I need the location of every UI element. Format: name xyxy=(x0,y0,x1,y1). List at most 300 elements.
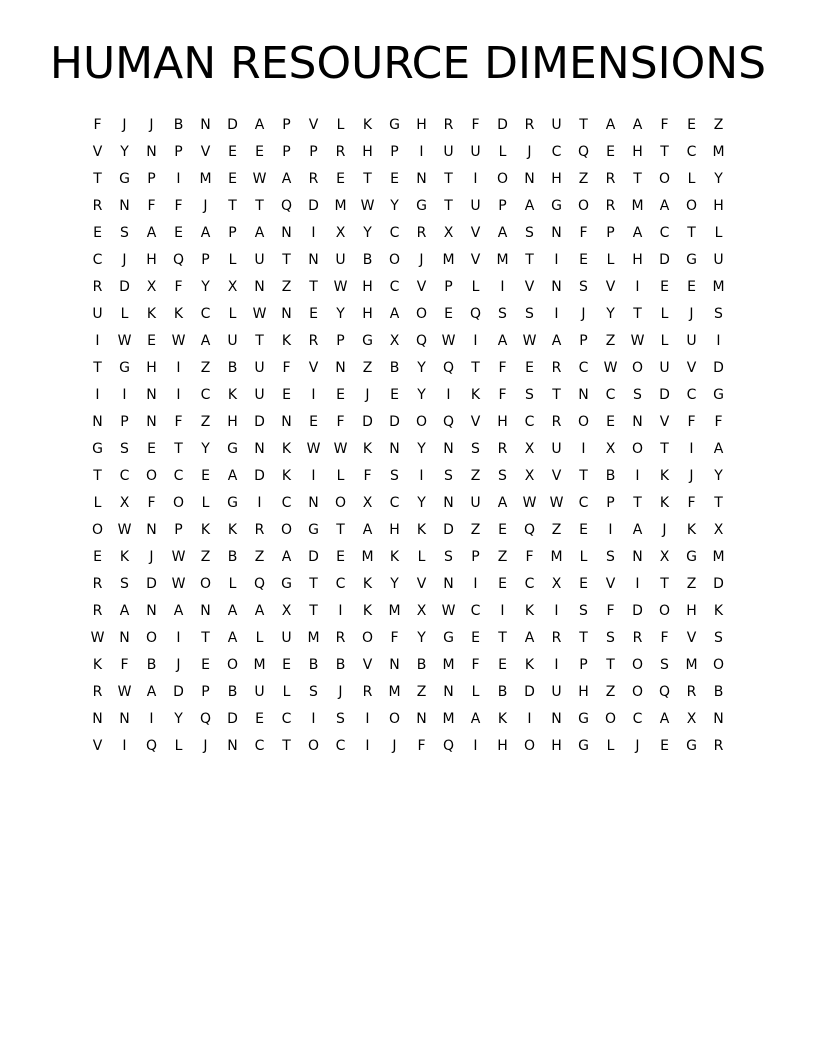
grid-letter[interactable]: R xyxy=(416,225,427,241)
grid-letter[interactable]: R xyxy=(335,630,346,646)
grid-letter[interactable]: A xyxy=(551,333,562,349)
grid-letter[interactable]: S xyxy=(714,306,723,322)
grid-letter[interactable]: Y xyxy=(336,306,345,322)
grid-letter[interactable]: P xyxy=(201,684,210,700)
grid-letter[interactable]: M xyxy=(388,603,401,619)
grid-letter[interactable]: E xyxy=(498,576,507,592)
grid-letter[interactable]: F xyxy=(498,360,507,376)
grid-letter[interactable]: W xyxy=(522,495,537,511)
grid-letter[interactable]: B xyxy=(362,252,373,268)
grid-letter[interactable]: L xyxy=(660,306,669,322)
grid-letter[interactable]: B xyxy=(497,684,508,700)
grid-letter[interactable]: Y xyxy=(120,144,129,160)
grid-letter[interactable]: J xyxy=(338,684,343,700)
grid-letter[interactable]: E xyxy=(147,333,156,349)
grid-letter[interactable]: U xyxy=(470,144,481,160)
grid-letter[interactable]: R xyxy=(92,279,103,295)
grid-letter[interactable]: X xyxy=(443,225,454,241)
grid-letter[interactable]: D xyxy=(308,549,319,565)
grid-letter[interactable]: T xyxy=(687,225,696,241)
grid-letter[interactable]: X xyxy=(713,522,724,538)
grid-letter[interactable]: I xyxy=(311,387,316,403)
grid-letter[interactable]: E xyxy=(228,144,237,160)
grid-letter[interactable]: A xyxy=(524,198,535,214)
grid-letter[interactable]: S xyxy=(660,657,669,673)
grid-letter[interactable]: L xyxy=(579,549,588,565)
grid-letter[interactable]: X xyxy=(146,279,157,295)
grid-letter[interactable]: G xyxy=(578,738,589,754)
grid-letter[interactable]: K xyxy=(362,576,373,592)
grid-letter[interactable]: V xyxy=(686,630,697,646)
grid-letter[interactable]: W xyxy=(360,198,375,214)
grid-letter[interactable]: R xyxy=(443,117,454,133)
grid-letter[interactable]: O xyxy=(658,603,671,619)
grid-letter[interactable]: I xyxy=(554,657,559,673)
grid-letter[interactable]: H xyxy=(686,603,697,619)
grid-letter[interactable]: A xyxy=(389,306,400,322)
grid-letter[interactable]: C xyxy=(524,576,535,592)
grid-letter[interactable]: R xyxy=(92,684,103,700)
grid-letter[interactable]: J xyxy=(392,738,397,754)
grid-letter[interactable]: I xyxy=(365,711,370,727)
grid-letter[interactable]: K xyxy=(497,711,508,727)
grid-letter[interactable]: F xyxy=(471,657,480,673)
grid-letter[interactable]: I xyxy=(365,738,370,754)
grid-letter[interactable]: V xyxy=(551,468,562,484)
grid-letter[interactable]: W xyxy=(117,333,132,349)
grid-letter[interactable]: H xyxy=(362,279,373,295)
grid-letter[interactable]: D xyxy=(524,684,535,700)
grid-letter[interactable]: L xyxy=(228,306,237,322)
grid-letter[interactable]: T xyxy=(336,522,345,538)
grid-letter[interactable]: J xyxy=(662,522,667,538)
grid-letter[interactable]: H xyxy=(632,144,643,160)
grid-letter[interactable]: B xyxy=(227,360,238,376)
grid-letter[interactable]: K xyxy=(227,522,238,538)
grid-letter[interactable]: T xyxy=(363,171,372,187)
grid-letter[interactable]: K xyxy=(389,549,400,565)
grid-letter[interactable]: X xyxy=(551,576,562,592)
grid-letter[interactable]: D xyxy=(173,684,184,700)
grid-letter[interactable]: C xyxy=(173,468,184,484)
grid-letter[interactable]: B xyxy=(227,549,238,565)
grid-letter[interactable]: A xyxy=(632,225,643,241)
grid-letter[interactable]: S xyxy=(336,711,345,727)
grid-letter[interactable]: A xyxy=(362,522,373,538)
grid-letter[interactable]: M xyxy=(631,198,644,214)
grid-letter[interactable]: Q xyxy=(442,738,455,754)
grid-letter[interactable]: O xyxy=(199,576,212,592)
grid-letter[interactable]: G xyxy=(119,360,130,376)
grid-letter[interactable]: L xyxy=(120,306,129,322)
grid-letter[interactable]: N xyxy=(389,657,400,673)
grid-letter[interactable]: T xyxy=(444,171,453,187)
grid-letter[interactable]: F xyxy=(282,360,291,376)
grid-letter[interactable]: E xyxy=(444,306,453,322)
grid-letter[interactable]: G xyxy=(389,117,400,133)
grid-letter[interactable]: V xyxy=(416,576,427,592)
grid-letter[interactable]: W xyxy=(630,333,645,349)
grid-letter[interactable]: U xyxy=(551,441,562,457)
grid-letter[interactable]: R xyxy=(551,414,562,430)
grid-letter[interactable]: N xyxy=(281,225,292,241)
grid-letter[interactable]: H xyxy=(713,198,724,214)
grid-letter[interactable]: K xyxy=(92,657,103,673)
grid-letter[interactable]: C xyxy=(686,387,697,403)
grid-letter[interactable]: B xyxy=(416,657,427,673)
grid-letter[interactable]: N xyxy=(146,144,157,160)
grid-letter[interactable]: A xyxy=(173,603,184,619)
grid-letter[interactable]: U xyxy=(254,387,265,403)
grid-letter[interactable]: R xyxy=(524,117,535,133)
grid-letter[interactable]: O xyxy=(577,198,590,214)
grid-letter[interactable]: S xyxy=(606,549,615,565)
grid-letter[interactable]: R xyxy=(551,630,562,646)
grid-letter[interactable]: A xyxy=(470,711,481,727)
grid-letter[interactable]: N xyxy=(443,576,454,592)
grid-letter[interactable]: X xyxy=(524,468,535,484)
grid-letter[interactable]: E xyxy=(309,306,318,322)
grid-letter[interactable]: O xyxy=(415,306,428,322)
grid-letter[interactable]: I xyxy=(581,441,586,457)
grid-letter[interactable]: T xyxy=(525,252,534,268)
grid-letter[interactable]: A xyxy=(254,603,265,619)
grid-letter[interactable]: F xyxy=(147,495,156,511)
grid-letter[interactable]: T xyxy=(444,198,453,214)
grid-letter[interactable]: Z xyxy=(254,549,265,565)
grid-letter[interactable]: P xyxy=(579,657,588,673)
grid-letter[interactable]: I xyxy=(473,576,478,592)
grid-letter[interactable]: B xyxy=(713,684,724,700)
grid-letter[interactable]: S xyxy=(120,441,129,457)
grid-letter[interactable]: I xyxy=(176,360,181,376)
grid-letter[interactable]: Z xyxy=(416,684,427,700)
grid-letter[interactable]: X xyxy=(605,441,616,457)
grid-letter[interactable]: B xyxy=(173,117,184,133)
grid-letter[interactable]: I xyxy=(635,468,640,484)
grid-letter[interactable]: N xyxy=(443,495,454,511)
grid-letter[interactable]: H xyxy=(551,171,562,187)
grid-letter[interactable]: I xyxy=(311,468,316,484)
grid-letter[interactable]: T xyxy=(309,279,318,295)
grid-letter[interactable]: W xyxy=(171,333,186,349)
grid-letter[interactable]: H xyxy=(389,522,400,538)
grid-letter[interactable]: M xyxy=(712,549,725,565)
grid-letter[interactable]: M xyxy=(712,279,725,295)
grid-letter[interactable]: F xyxy=(363,468,372,484)
grid-letter[interactable]: U xyxy=(659,360,670,376)
grid-letter[interactable]: D xyxy=(713,576,724,592)
grid-letter[interactable]: E xyxy=(201,657,210,673)
grid-letter[interactable]: W xyxy=(522,333,537,349)
grid-letter[interactable]: G xyxy=(686,549,697,565)
grid-letter[interactable]: V xyxy=(470,252,481,268)
grid-letter[interactable]: E xyxy=(336,387,345,403)
grid-letter[interactable]: P xyxy=(444,279,453,295)
grid-letter[interactable]: O xyxy=(631,684,644,700)
grid-letter[interactable]: I xyxy=(122,738,127,754)
grid-letter[interactable]: O xyxy=(631,441,644,457)
grid-letter[interactable]: K xyxy=(362,117,373,133)
grid-letter[interactable]: T xyxy=(309,576,318,592)
grid-letter[interactable]: I xyxy=(95,333,100,349)
grid-letter[interactable]: N xyxy=(92,711,103,727)
grid-letter[interactable]: T xyxy=(660,576,669,592)
grid-letter[interactable]: L xyxy=(687,171,696,187)
grid-letter[interactable]: Y xyxy=(390,198,399,214)
grid-letter[interactable]: O xyxy=(685,198,698,214)
grid-letter[interactable]: L xyxy=(228,252,237,268)
grid-letter[interactable]: E xyxy=(228,171,237,187)
grid-letter[interactable]: N xyxy=(146,603,157,619)
grid-letter[interactable]: F xyxy=(714,414,723,430)
grid-letter[interactable]: O xyxy=(631,657,644,673)
grid-letter[interactable]: W xyxy=(306,441,321,457)
grid-letter[interactable]: V xyxy=(605,279,616,295)
grid-letter[interactable]: C xyxy=(659,225,670,241)
grid-letter[interactable]: U xyxy=(470,198,481,214)
grid-letter[interactable]: J xyxy=(527,144,532,160)
grid-letter[interactable]: K xyxy=(119,549,130,565)
grid-letter[interactable]: T xyxy=(498,630,507,646)
grid-letter[interactable]: A xyxy=(119,603,130,619)
grid-letter[interactable]: M xyxy=(712,144,725,160)
grid-letter[interactable]: N xyxy=(281,414,292,430)
grid-letter[interactable]: H xyxy=(146,360,157,376)
grid-letter[interactable]: T xyxy=(606,657,615,673)
grid-letter[interactable]: R xyxy=(686,684,697,700)
grid-letter[interactable]: M xyxy=(334,198,347,214)
grid-letter[interactable]: E xyxy=(687,279,696,295)
grid-letter[interactable]: D xyxy=(632,603,643,619)
grid-letter[interactable]: Y xyxy=(201,441,210,457)
grid-letter[interactable]: G xyxy=(227,495,238,511)
grid-letter[interactable]: Q xyxy=(172,252,185,268)
grid-letter[interactable]: E xyxy=(471,630,480,646)
grid-letter[interactable]: K xyxy=(470,387,481,403)
grid-letter[interactable]: R xyxy=(605,198,616,214)
grid-letter[interactable]: R xyxy=(605,171,616,187)
grid-letter[interactable]: K xyxy=(524,603,535,619)
grid-letter[interactable]: H xyxy=(416,117,427,133)
grid-letter[interactable]: Q xyxy=(253,576,266,592)
grid-letter[interactable]: N xyxy=(146,387,157,403)
grid-letter[interactable]: E xyxy=(336,549,345,565)
grid-letter[interactable]: J xyxy=(176,657,181,673)
grid-letter[interactable]: R xyxy=(713,738,724,754)
grid-letter[interactable]: U xyxy=(281,630,292,646)
grid-letter[interactable]: O xyxy=(145,468,158,484)
grid-letter[interactable]: L xyxy=(336,117,345,133)
grid-letter[interactable]: R xyxy=(497,441,508,457)
grid-letter[interactable]: J xyxy=(122,252,127,268)
grid-letter[interactable]: N xyxy=(92,414,103,430)
grid-letter[interactable]: C xyxy=(389,225,400,241)
grid-letter[interactable]: Y xyxy=(201,279,210,295)
grid-letter[interactable]: I xyxy=(473,738,478,754)
grid-letter[interactable]: O xyxy=(91,522,104,538)
grid-letter[interactable]: G xyxy=(713,387,724,403)
grid-letter[interactable]: P xyxy=(336,333,345,349)
grid-letter[interactable]: G xyxy=(551,198,562,214)
grid-letter[interactable]: N xyxy=(389,441,400,457)
grid-letter[interactable]: O xyxy=(334,495,347,511)
grid-letter[interactable]: N xyxy=(551,711,562,727)
grid-letter[interactable]: M xyxy=(388,684,401,700)
grid-letter[interactable]: F xyxy=(174,198,183,214)
grid-letter[interactable]: W xyxy=(549,495,564,511)
grid-letter[interactable]: F xyxy=(417,738,426,754)
grid-letter[interactable]: I xyxy=(176,630,181,646)
grid-letter[interactable]: I xyxy=(473,171,478,187)
grid-letter[interactable]: D xyxy=(227,117,238,133)
grid-letter[interactable]: N xyxy=(119,198,130,214)
grid-letter[interactable]: Y xyxy=(417,387,426,403)
grid-letter[interactable]: I xyxy=(95,387,100,403)
grid-letter[interactable]: O xyxy=(145,630,158,646)
grid-letter[interactable]: J xyxy=(149,117,154,133)
grid-letter[interactable]: F xyxy=(93,117,102,133)
grid-letter[interactable]: V xyxy=(686,360,697,376)
grid-letter[interactable]: Y xyxy=(714,468,723,484)
grid-letter[interactable]: U xyxy=(254,684,265,700)
grid-letter[interactable]: Y xyxy=(174,711,183,727)
grid-letter[interactable]: O xyxy=(604,711,617,727)
grid-letter[interactable]: S xyxy=(606,630,615,646)
grid-letter[interactable]: K xyxy=(227,387,238,403)
grid-letter[interactable]: U xyxy=(443,144,454,160)
grid-letter[interactable]: N xyxy=(416,171,427,187)
grid-letter[interactable]: D xyxy=(659,252,670,268)
grid-letter[interactable]: A xyxy=(200,225,211,241)
grid-letter[interactable]: C xyxy=(119,468,130,484)
grid-letter[interactable]: I xyxy=(635,576,640,592)
grid-letter[interactable]: E xyxy=(282,657,291,673)
grid-letter[interactable]: A xyxy=(227,603,238,619)
grid-letter[interactable]: K xyxy=(686,522,697,538)
grid-letter[interactable]: Z xyxy=(281,279,292,295)
grid-letter[interactable]: I xyxy=(527,711,532,727)
grid-letter[interactable]: P xyxy=(498,198,507,214)
grid-letter[interactable]: I xyxy=(716,333,721,349)
grid-letter[interactable]: M xyxy=(361,549,374,565)
grid-letter[interactable]: I xyxy=(176,387,181,403)
grid-letter[interactable]: A xyxy=(200,333,211,349)
grid-letter[interactable]: P xyxy=(228,225,237,241)
grid-letter[interactable]: U xyxy=(551,684,562,700)
grid-letter[interactable]: S xyxy=(120,225,129,241)
grid-letter[interactable]: G xyxy=(227,441,238,457)
grid-letter[interactable]: T xyxy=(228,198,237,214)
grid-letter[interactable]: W xyxy=(441,333,456,349)
grid-letter[interactable]: I xyxy=(500,279,505,295)
grid-letter[interactable]: O xyxy=(631,360,644,376)
grid-letter[interactable]: K xyxy=(362,441,373,457)
grid-letter[interactable]: D xyxy=(659,387,670,403)
grid-letter[interactable]: E xyxy=(336,171,345,187)
grid-letter[interactable]: I xyxy=(554,252,559,268)
grid-letter[interactable]: A xyxy=(632,117,643,133)
grid-letter[interactable]: E xyxy=(255,144,264,160)
grid-letter[interactable]: R xyxy=(335,144,346,160)
grid-letter[interactable]: G xyxy=(119,171,130,187)
grid-letter[interactable]: S xyxy=(633,387,642,403)
grid-letter[interactable]: W xyxy=(252,306,267,322)
grid-letter[interactable]: D xyxy=(443,522,454,538)
grid-letter[interactable]: E xyxy=(660,279,669,295)
grid-letter[interactable]: Z xyxy=(686,576,697,592)
grid-letter[interactable]: M xyxy=(550,549,563,565)
grid-letter[interactable]: C xyxy=(389,495,400,511)
grid-letter[interactable]: G xyxy=(281,576,292,592)
grid-letter[interactable]: V xyxy=(524,279,535,295)
grid-letter[interactable]: L xyxy=(336,468,345,484)
grid-letter[interactable]: C xyxy=(605,387,616,403)
grid-letter[interactable]: V xyxy=(416,279,427,295)
grid-letter[interactable]: W xyxy=(333,279,348,295)
grid-letter[interactable]: Z xyxy=(200,414,211,430)
grid-letter[interactable]: H xyxy=(497,738,508,754)
grid-letter[interactable]: L xyxy=(606,738,615,754)
grid-letter[interactable]: N xyxy=(119,630,130,646)
grid-letter[interactable]: R xyxy=(551,360,562,376)
grid-letter[interactable]: U xyxy=(227,333,238,349)
grid-letter[interactable]: T xyxy=(471,360,480,376)
grid-letter[interactable]: L xyxy=(282,684,291,700)
grid-letter[interactable]: C xyxy=(281,495,292,511)
grid-letter[interactable]: P xyxy=(579,333,588,349)
grid-letter[interactable]: B xyxy=(389,360,400,376)
grid-letter[interactable]: G xyxy=(578,711,589,727)
grid-letter[interactable]: O xyxy=(496,171,509,187)
grid-letter[interactable]: K xyxy=(281,468,292,484)
grid-letter[interactable]: F xyxy=(660,117,669,133)
grid-letter[interactable]: T xyxy=(633,306,642,322)
grid-letter[interactable]: H xyxy=(497,414,508,430)
grid-letter[interactable]: E xyxy=(687,117,696,133)
grid-letter[interactable]: N xyxy=(335,360,346,376)
grid-letter[interactable]: O xyxy=(415,414,428,430)
grid-letter[interactable]: I xyxy=(554,306,559,322)
grid-letter[interactable]: F xyxy=(606,603,615,619)
grid-letter[interactable]: A xyxy=(227,468,238,484)
grid-letter[interactable]: F xyxy=(471,117,480,133)
grid-letter[interactable]: J xyxy=(689,468,694,484)
grid-letter[interactable]: E xyxy=(255,711,264,727)
grid-letter[interactable]: T xyxy=(660,441,669,457)
grid-letter[interactable]: J xyxy=(203,198,208,214)
grid-letter[interactable]: X xyxy=(389,333,400,349)
grid-letter[interactable]: X xyxy=(335,225,346,241)
grid-letter[interactable]: X xyxy=(362,495,373,511)
grid-letter[interactable]: O xyxy=(577,414,590,430)
grid-letter[interactable]: A xyxy=(146,684,157,700)
grid-letter[interactable]: L xyxy=(714,225,723,241)
grid-letter[interactable]: C xyxy=(389,279,400,295)
grid-letter[interactable]: E xyxy=(147,441,156,457)
grid-letter[interactable]: I xyxy=(635,279,640,295)
grid-letter[interactable]: A xyxy=(281,549,292,565)
grid-letter[interactable]: F xyxy=(687,495,696,511)
grid-letter[interactable]: N xyxy=(146,522,157,538)
grid-letter[interactable]: H xyxy=(551,738,562,754)
grid-letter[interactable]: I xyxy=(419,144,424,160)
grid-letter[interactable]: L xyxy=(417,549,426,565)
grid-letter[interactable]: T xyxy=(255,333,264,349)
grid-letter[interactable]: D xyxy=(254,468,265,484)
grid-letter[interactable]: Y xyxy=(417,360,426,376)
grid-letter[interactable]: K xyxy=(200,522,211,538)
